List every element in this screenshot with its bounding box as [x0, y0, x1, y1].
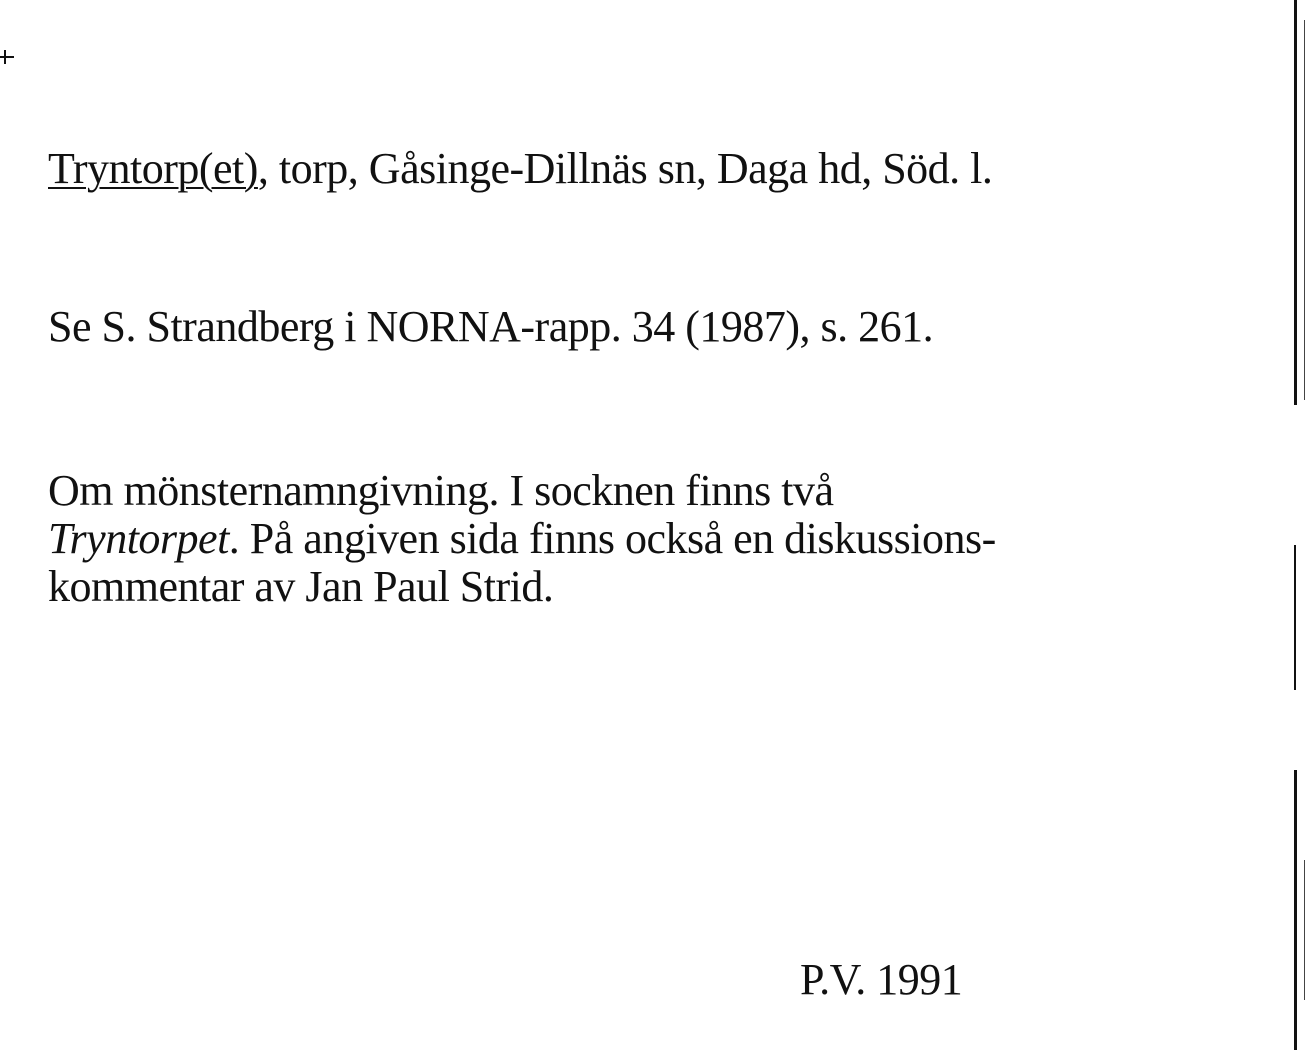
entry-comment: [48, 467, 996, 611]
comment-line-2: [48, 515, 996, 563]
card-edge-line: [1304, 860, 1305, 1000]
card-edge-line: [1294, 770, 1297, 1050]
card-edge-line: [1304, 20, 1305, 400]
comment-line-2-rest: . På angiven sida finns också en diskussions-: [228, 514, 996, 563]
card-edge-line: [1294, 545, 1296, 690]
entry-reference: Se S. Strandberg i NORNA-rapp. 34 (1987), s. 261.: [48, 302, 934, 351]
entry-heading: [48, 144, 992, 194]
signature: P.V. 1991: [800, 955, 963, 1004]
comment-line-1: Om mönsternamngivning. I socknen finns två: [48, 466, 834, 515]
card-edge-line: [1294, 0, 1297, 405]
entry-description: , torp, Gåsinge-Dillnäs sn, Daga hd, Söd. l.: [257, 144, 993, 193]
headword: Tryntorp(et): [48, 144, 258, 193]
comment-line-3: kommentar av Jan Paul Strid.: [48, 562, 554, 611]
comment-italic-name: Tryntorpet: [48, 514, 229, 563]
crop-mark-icon: [0, 50, 14, 64]
